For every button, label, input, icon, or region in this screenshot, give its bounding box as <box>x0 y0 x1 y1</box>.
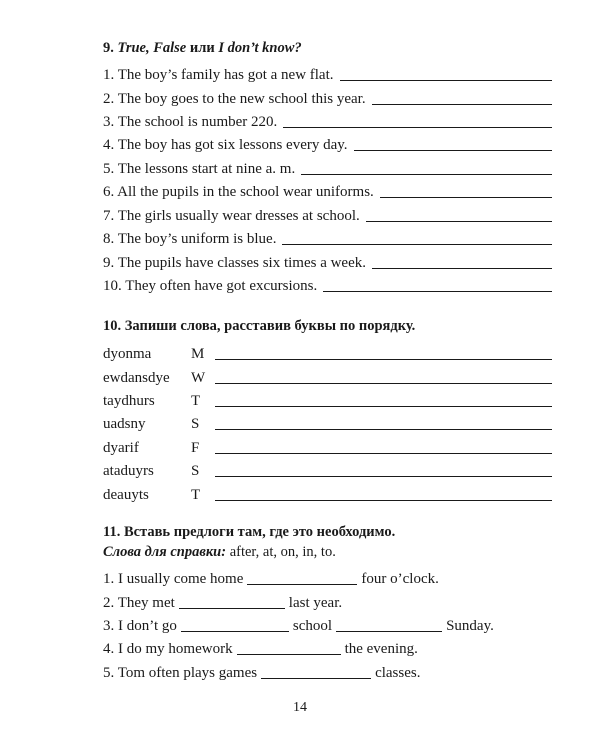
answer-line[interactable] <box>340 66 552 81</box>
answer-blank[interactable] <box>179 594 285 609</box>
ex9-item <box>103 275 552 295</box>
page-number: 14 <box>293 700 307 715</box>
exercise-10-title: 10. Запиши слова, расставив буквы по порядку. <box>103 318 416 334</box>
ex9-item-text: 3. The school is number 220. <box>103 114 278 130</box>
exercise-9-title-part1: True, False <box>117 40 187 56</box>
first-letter: F <box>191 440 200 456</box>
scrambled-word: ataduyrs <box>103 463 154 479</box>
sentence-part: school <box>292 618 333 634</box>
word-hint-words: after, at, on, in, to. <box>226 544 336 560</box>
ex9-item-text: 2. The boy goes to the new school this year. <box>103 91 366 107</box>
ex9-item <box>103 88 552 108</box>
answer-line[interactable] <box>354 136 552 151</box>
answer-line[interactable] <box>215 369 552 384</box>
ex9-item-text: 1. The boy’s family has got a new flat. <box>103 67 334 83</box>
answer-blank[interactable] <box>261 664 371 679</box>
scrambled-word: uadsny <box>103 416 146 432</box>
ex9-item-text: 8. The boy’s uniform is blue. <box>103 231 277 247</box>
word-hint-label: Слова для справки: <box>103 544 227 560</box>
ex9-item-text: 9. The pupils have classes six times a week. <box>103 255 366 271</box>
answer-blank[interactable] <box>336 617 442 632</box>
sentence-part: 2. They met <box>103 595 175 611</box>
answer-line[interactable] <box>215 486 552 501</box>
sentence-part: 3. I don’t go <box>103 618 177 634</box>
sentence-part: classes. <box>375 665 421 681</box>
exercise-11-title: 11. Вставь предлоги там, где это необходимо. <box>103 524 396 540</box>
ex10-item <box>103 484 552 504</box>
answer-line[interactable] <box>372 90 552 105</box>
answer-blank[interactable] <box>237 640 341 655</box>
first-letter: S <box>191 416 200 432</box>
word-hint <box>103 544 336 561</box>
answer-line[interactable] <box>323 277 552 292</box>
ex10-item <box>103 437 552 457</box>
ex9-item <box>103 228 552 248</box>
ex9-item <box>103 181 552 201</box>
scrambled-word: dyonma <box>103 346 152 362</box>
scrambled-word: ewdansdye <box>103 370 170 386</box>
first-letter: T <box>191 487 201 503</box>
exercise-9-title-part2: или <box>186 40 219 56</box>
sentence-part: 4. I do my homework <box>103 641 233 657</box>
sentence-part: 1. I usually come home <box>103 571 244 587</box>
ex10-item <box>103 367 552 387</box>
first-letter: T <box>191 393 201 409</box>
answer-line[interactable] <box>215 415 552 430</box>
sentence-part: Sunday. <box>446 618 494 634</box>
sentence-part: the evening. <box>344 641 418 657</box>
ex9-item-text: 6. All the pupils in the school wear uniforms. <box>103 184 374 200</box>
ex10-item <box>103 390 552 410</box>
answer-blank[interactable] <box>181 617 289 632</box>
ex9-item <box>103 134 552 154</box>
first-letter: W <box>191 370 206 386</box>
scrambled-word: deauyts <box>103 487 149 503</box>
ex11-item <box>103 568 439 588</box>
sentence-part: four o’clock. <box>361 571 439 587</box>
ex9-item-text: 7. The girls usually wear dresses at school. <box>103 208 360 224</box>
first-letter: S <box>191 463 200 479</box>
exercise-9-number: 9. <box>103 40 114 56</box>
answer-line[interactable] <box>372 254 552 269</box>
ex11-item <box>103 638 418 658</box>
ex9-item-text: 4. The boy has got six lessons every day. <box>103 137 348 153</box>
ex10-item <box>103 460 552 480</box>
scrambled-word: dyarif <box>103 440 139 456</box>
ex11-item <box>103 592 342 612</box>
ex11-item <box>103 662 420 682</box>
first-letter: M <box>191 346 205 362</box>
sentence-part: last year. <box>288 595 343 611</box>
exercise-9-title <box>103 40 302 57</box>
exercise-9-title-part3: I don’t know? <box>218 40 302 56</box>
sentence-part: 5. Tom often plays games <box>103 665 258 681</box>
answer-line[interactable] <box>215 439 552 454</box>
ex9-item-text: 5. The lessons start at nine a. m. <box>103 161 296 177</box>
answer-line[interactable] <box>215 462 552 477</box>
scrambled-word: taydhurs <box>103 393 155 409</box>
ex10-item <box>103 343 552 363</box>
ex10-item <box>103 413 552 433</box>
answer-line[interactable] <box>380 183 552 198</box>
answer-line[interactable] <box>282 230 552 245</box>
answer-line[interactable] <box>301 160 552 175</box>
answer-line[interactable] <box>366 207 552 222</box>
ex9-item <box>103 252 552 272</box>
ex9-item <box>103 205 552 225</box>
ex11-item <box>103 615 494 635</box>
answer-blank[interactable] <box>247 570 357 585</box>
ex9-item-text: 10. They often have got excursions. <box>103 278 318 294</box>
answer-line[interactable] <box>215 345 552 360</box>
ex9-item <box>103 111 552 131</box>
ex9-item <box>103 64 552 84</box>
answer-line[interactable] <box>283 113 552 128</box>
answer-line[interactable] <box>215 392 552 407</box>
ex9-item <box>103 158 552 178</box>
